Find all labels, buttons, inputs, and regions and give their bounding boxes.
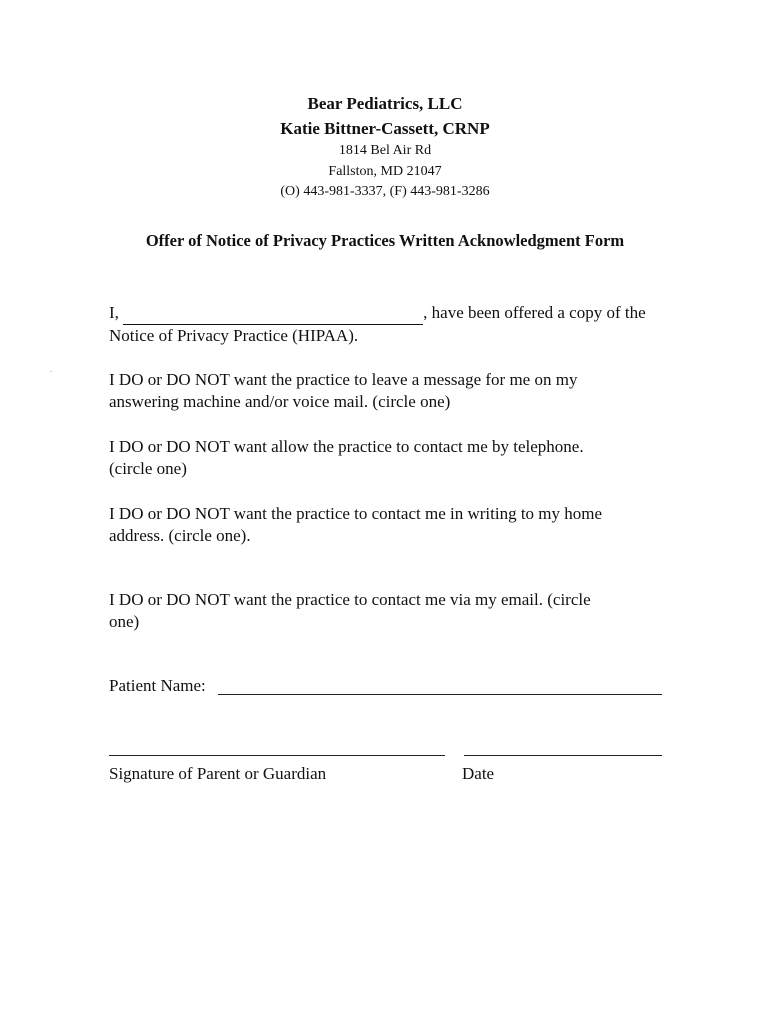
patient-name-label: Patient Name: [109, 676, 206, 695]
practice-name: Bear Pediatrics, LLC [307, 94, 463, 113]
address-line-1: 1814 Bel Air Rd [338, 143, 432, 158]
patient-name-field[interactable] [218, 694, 662, 695]
acknowledgment-suffix: , have been offered a copy of the [423, 303, 646, 322]
choice-line: address. (circle one). [109, 526, 251, 545]
name-blank-line[interactable] [123, 302, 423, 325]
choice-mail[interactable] [109, 503, 669, 547]
choice-line: I DO or DO NOT want allow the practice to contact me by telephone. [109, 437, 584, 456]
acknowledgment-line-2: Notice of Privacy Practice (HIPAA). [109, 326, 359, 345]
choice-email[interactable] [109, 589, 669, 633]
choice-line: (circle one) [109, 459, 187, 478]
form-title: Offer of Notice of Privacy Practices Written Acknowledgment Form [145, 231, 625, 250]
provider-name: Katie Bittner-Cassett, CRNP [280, 119, 490, 138]
acknowledgment-paragraph [109, 302, 669, 347]
choice-line: I DO or DO NOT want the practice to contact me via my email. (circle [109, 590, 591, 609]
acknowledgment-prefix: I, [109, 303, 119, 322]
address-line-2: Fallston, MD 21047 [328, 164, 442, 179]
scan-artifact [50, 371, 52, 372]
choice-line: I DO or DO NOT want the practice to leave a message for me on my [109, 370, 578, 389]
choice-line: answering machine and/or voice mail. (circle one) [109, 392, 451, 411]
acknowledgment-line-1 [109, 302, 669, 325]
phone-line: (O) 443-981-3337, (F) 443-981-3286 [280, 184, 490, 199]
choice-line: one) [109, 612, 140, 631]
choice-voicemail[interactable] [109, 369, 669, 413]
signature-label: Signature of Parent or Guardian [109, 764, 327, 783]
signature-field[interactable] [109, 755, 445, 756]
date-label: Date [462, 764, 495, 783]
choice-telephone[interactable] [109, 436, 669, 480]
date-field[interactable] [464, 755, 662, 756]
choice-line: I DO or DO NOT want the practice to contact me in writing to my home [109, 504, 603, 523]
